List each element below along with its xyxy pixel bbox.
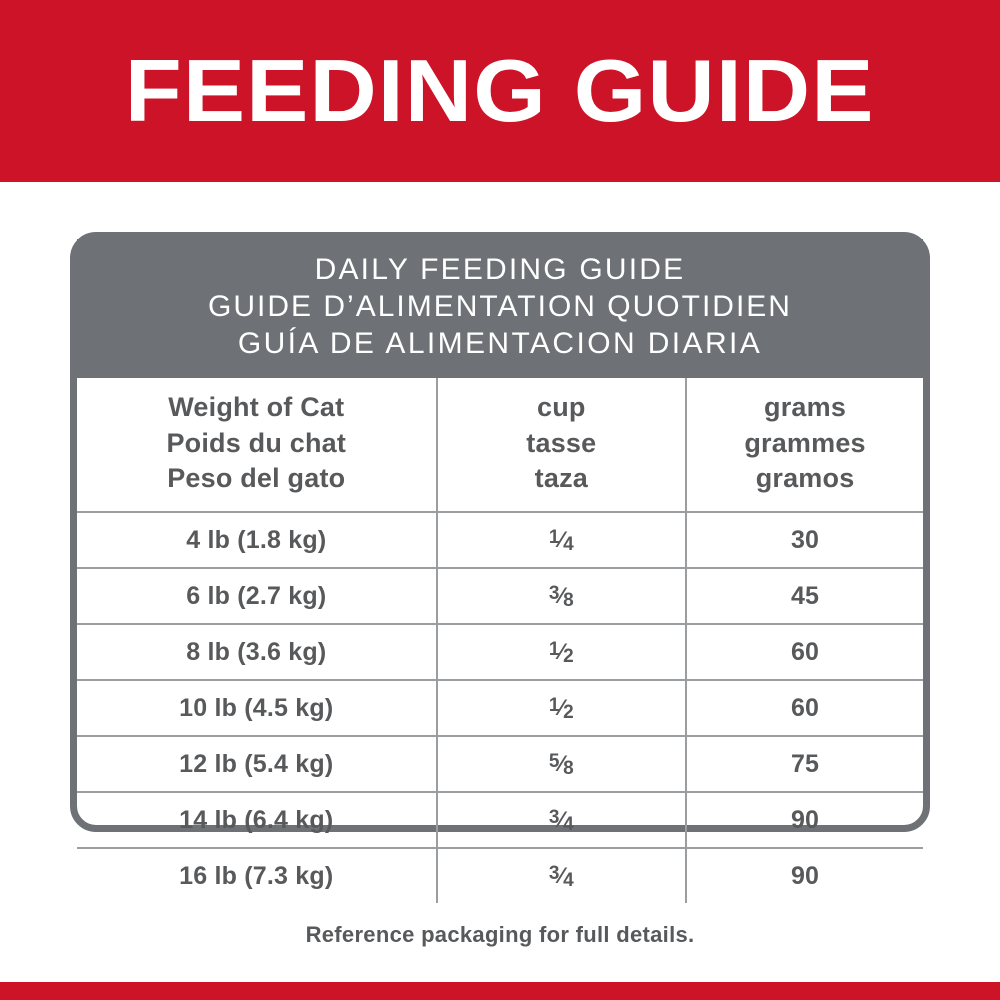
fraction-slash-icon: ⁄ <box>559 862 564 888</box>
cup-denominator: 4 <box>563 813 574 835</box>
cell-grams: 45 <box>686 568 923 624</box>
cell-cup <box>437 736 687 792</box>
table-row <box>77 680 923 736</box>
cell-cup <box>437 680 687 736</box>
column-header-cup-fr: tasse <box>526 427 597 458</box>
cell-cup <box>437 848 687 903</box>
reference-note: Reference packaging for full details. <box>305 922 695 947</box>
cell-weight: 10 lb (4.5 kg) <box>77 680 437 736</box>
table-title-fr: GUIDE D’ALIMENTATION QUOTIDIEN <box>208 289 792 323</box>
cell-cup <box>437 624 687 680</box>
column-header-grams-fr: grammes <box>744 427 866 458</box>
cup-denominator: 8 <box>563 589 574 611</box>
column-header-grams-es: gramos <box>755 463 855 494</box>
table-row <box>77 568 923 624</box>
fraction-slash-icon: ⁄ <box>559 694 564 720</box>
cup-denominator: 4 <box>563 533 574 555</box>
cup-numerator: 3 <box>548 806 560 828</box>
cell-cup <box>437 512 687 568</box>
footer-bar <box>0 982 1000 1000</box>
cup-numerator: 3 <box>548 862 560 884</box>
table-row <box>77 624 923 680</box>
page-title: FEEDING GUIDE <box>125 41 875 140</box>
column-header-weight-fr: Poids du chat <box>166 427 347 458</box>
fraction-slash-icon: ⁄ <box>559 806 564 832</box>
cell-weight: 4 lb (1.8 kg) <box>77 512 437 568</box>
column-header-weight-es: Peso del gato <box>167 463 346 494</box>
cup-denominator: 2 <box>563 701 574 723</box>
column-header-weight <box>77 378 437 513</box>
cup-numerator: 1 <box>548 526 560 548</box>
cell-weight: 6 lb (2.7 kg) <box>77 568 437 624</box>
cup-denominator: 2 <box>563 645 574 667</box>
table-row <box>77 848 923 903</box>
cell-weight: 12 lb (5.4 kg) <box>77 736 437 792</box>
column-header-grams <box>686 378 923 513</box>
feeding-guide-table <box>77 378 923 904</box>
cup-numerator: 1 <box>548 694 560 716</box>
cell-grams: 30 <box>686 512 923 568</box>
cell-grams: 60 <box>686 624 923 680</box>
column-header-cup <box>437 378 687 513</box>
table-header-row <box>77 378 923 513</box>
cell-grams: 75 <box>686 736 923 792</box>
column-header-weight-en: Weight of Cat <box>168 391 345 422</box>
table-header-block <box>77 239 923 378</box>
cup-numerator: 3 <box>548 582 560 604</box>
cup-denominator: 4 <box>563 869 574 891</box>
table-title-en: DAILY FEEDING GUIDE <box>314 253 686 286</box>
cell-cup <box>437 792 687 848</box>
fraction-slash-icon: ⁄ <box>559 526 564 552</box>
page-banner <box>0 0 1000 182</box>
column-header-grams-en: grams <box>764 391 847 422</box>
fraction-slash-icon: ⁄ <box>559 582 564 608</box>
cell-grams: 90 <box>686 792 923 848</box>
table-title-es: GUÍA DE ALIMENTACION DIARIA <box>237 326 763 360</box>
cell-weight: 14 lb (6.4 kg) <box>77 792 437 848</box>
cup-denominator: 8 <box>563 757 574 779</box>
cell-weight: 8 lb (3.6 kg) <box>77 624 437 680</box>
column-header-cup-en: cup <box>537 391 586 422</box>
cell-grams: 90 <box>790 861 820 890</box>
fraction-slash-icon: ⁄ <box>559 750 564 776</box>
table-row <box>77 736 923 792</box>
cup-numerator: 1 <box>548 638 560 660</box>
cell-cup <box>437 568 687 624</box>
cell-grams: 60 <box>686 680 923 736</box>
fraction-slash-icon: ⁄ <box>559 638 564 664</box>
cup-numerator: 5 <box>548 750 560 772</box>
column-header-cup-es: taza <box>534 463 588 494</box>
feeding-guide-card <box>70 232 930 891</box>
table-row <box>77 512 923 568</box>
cell-weight: 16 lb (7.3 kg) <box>77 848 437 903</box>
table-row <box>77 792 923 848</box>
